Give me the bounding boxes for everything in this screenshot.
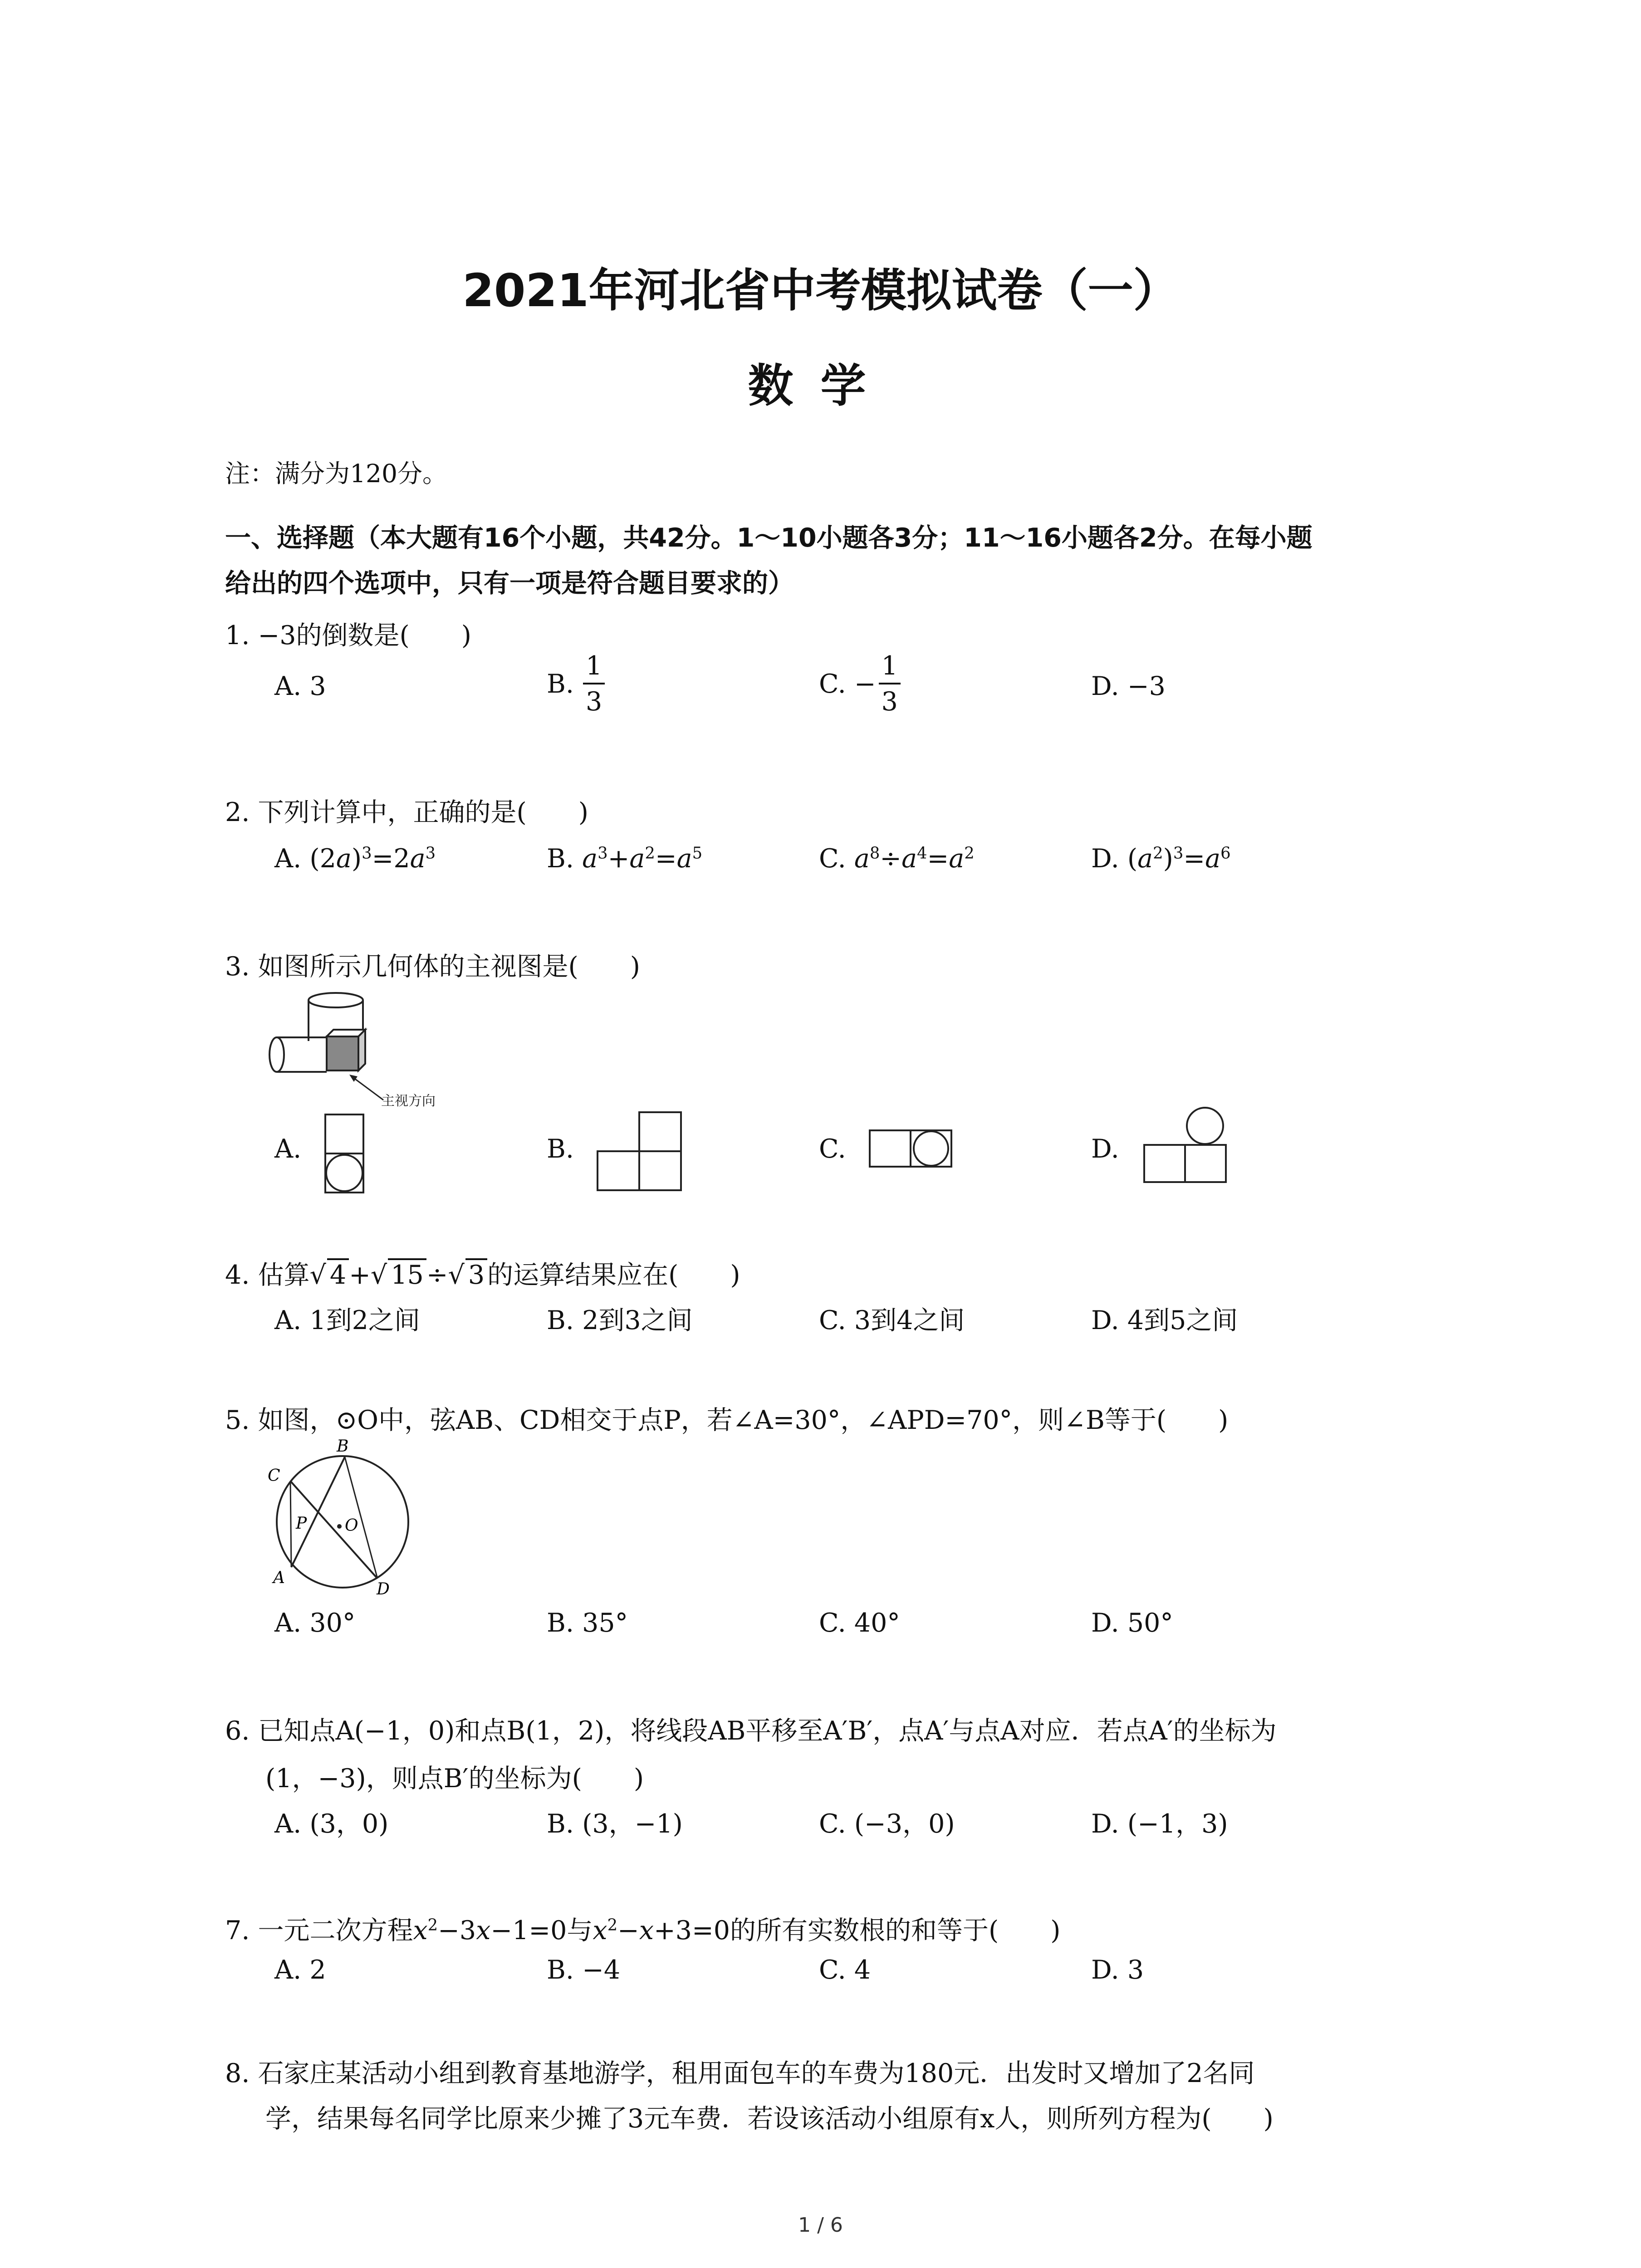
q5-label-a: A — [273, 1569, 285, 1587]
q3-solid-figure — [268, 987, 436, 1109]
sqrt-symbol: √ — [370, 1260, 387, 1290]
exam-title: 2021年河北省中考模拟试卷（一） — [462, 264, 1179, 317]
q5-label-o: O — [345, 1516, 358, 1535]
q5-label-d: D — [377, 1580, 390, 1598]
q8-stem-line2: 学，结果每名同学比原来少摊了3元车费．若设该活动小组原有x人，则所列方程为( ) — [265, 2104, 1274, 2134]
q3-option-b-figure — [597, 1111, 683, 1193]
q3-option-a-label: A. — [274, 1134, 302, 1164]
q7-stem: 7. 一元二次方程$x^2-3x-1=0$与$x^2-x+3=0$的所有实数根的和等于( ) — [225, 1916, 1061, 1945]
q6-option-d: D. (−1，3) — [1091, 1809, 1228, 1839]
q4-stem: 4. 估算√ 4 +√ 15 ÷√ 3 的运算结果应在( ) — [225, 1254, 740, 1291]
q6-option-b: B. (3，−1) — [547, 1809, 683, 1839]
q5-option-d: D. 50° — [1091, 1608, 1173, 1638]
q2-option-a: A. $(2a)^3=2a^3$ — [274, 844, 436, 874]
q2-option-d: D. $(a^2)^3=a^6$ — [1091, 844, 1231, 874]
q6-option-a: A. (3，0) — [274, 1809, 389, 1839]
page-number: 1 / 6 — [798, 2214, 843, 2237]
q1-option-b: B. $\frac{1}{3}$ — [547, 653, 605, 715]
q1-option-a: A. 3 — [274, 671, 326, 701]
q1-option-c: C. − $\frac{1}{3}$ — [819, 653, 901, 715]
q7-option-c: C. 4 — [819, 1955, 871, 1985]
q6-option-c: C. (−3，0) — [819, 1809, 955, 1839]
q1-option-b-fraction: $\frac{1}{3}$ — [583, 653, 605, 715]
q3-option-a-figure — [324, 1114, 365, 1195]
q5-label-c: C — [268, 1466, 280, 1485]
q2-option-c: C. $a^8\div a^4=a^2$ — [819, 844, 975, 874]
q1-stem: 1. −3的倒数是( ) — [225, 621, 472, 650]
sqrt-symbol: √ — [309, 1260, 326, 1290]
section-heading-line2: 给出的四个选项中，只有一项是符合题目要求的） — [225, 568, 794, 598]
q6-stem-line2: (1，−3)，则点B′的坐标为( ) — [265, 1764, 644, 1794]
q1-option-c-fraction: $\frac{1}{3}$ — [879, 653, 901, 715]
q5-label-p: P — [296, 1514, 307, 1533]
q3-option-b-label: B. — [547, 1134, 574, 1164]
q1-option-d: D. −3 — [1091, 671, 1166, 701]
q2-stem: 2. 下列计算中，正确的是( ) — [225, 797, 588, 827]
q5-stem: 5. 如图，⊙O中，弦AB、CD相交于点P，若∠A=30°，∠APD=70°，则∠B等于( ) — [225, 1405, 1229, 1435]
q4-option-c: C. 3到4之间 — [819, 1305, 965, 1335]
q7-option-b: B. −4 — [547, 1955, 621, 1985]
q5-option-b: B. 35° — [547, 1608, 628, 1638]
q7-option-d: D. 3 — [1091, 1955, 1144, 1985]
q8-stem-line1: 8. 石家庄某活动小组到教育基地游学，租用面包车的车费为180元．出发时又增加了2名同 — [225, 2058, 1255, 2088]
q3-option-c-label: C. — [819, 1134, 846, 1164]
q6-stem-line1: 6. 已知点A(−1，0)和点B(1，2)，将线段AB平移至A′B′，点A′与点A对应．若点A′的坐标为 — [225, 1716, 1277, 1746]
sqrt-symbol: √ — [448, 1260, 465, 1290]
q5-circle-figure — [263, 1438, 417, 1601]
q5-label-b: B — [337, 1437, 349, 1456]
q3-view-direction-label: 主视方向 — [381, 1093, 436, 1109]
q3-option-d-figure — [1143, 1107, 1230, 1193]
score-note: 注：满分为120分。 — [225, 459, 447, 488]
q3-option-c-figure — [869, 1129, 955, 1170]
q7-option-a: A. 2 — [274, 1955, 326, 1985]
q5-option-c: C. 40° — [819, 1608, 900, 1638]
q3-stem: 3. 如图所示几何体的主视图是( ) — [225, 952, 640, 982]
q4-option-b: B. 2到3之间 — [547, 1305, 693, 1335]
q2-option-b: B. $a^3+a^2=a^5$ — [547, 844, 703, 874]
section-heading-line1: 一、选择题（本大题有16个小题，共42分。1～10小题各3分；11～16小题各2分。在每小题 — [225, 523, 1313, 553]
subject-title: 数学 — [748, 359, 893, 412]
q4-option-d: D. 4到5之间 — [1091, 1305, 1238, 1335]
q5-option-a: A. 30° — [274, 1608, 356, 1638]
q3-option-d-label: D. — [1091, 1134, 1119, 1164]
q4-option-a: A. 1到2之间 — [274, 1305, 420, 1335]
